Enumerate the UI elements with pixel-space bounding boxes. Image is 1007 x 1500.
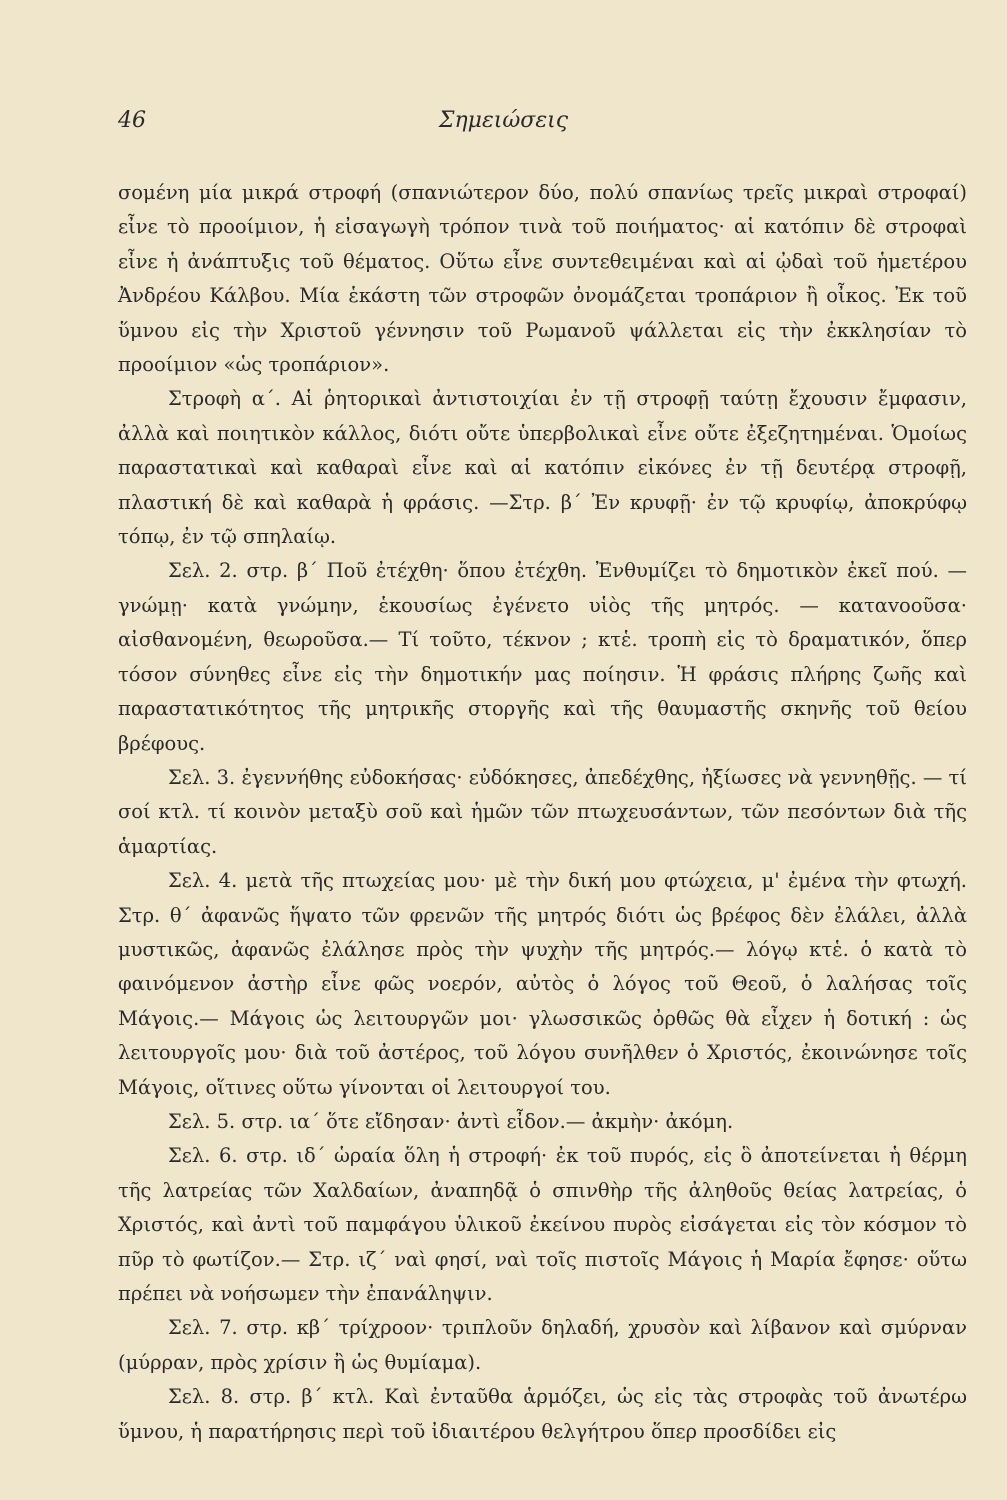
paragraph: Σελ. 2. στρ. β΄ Ποῦ ἐτέχθη· ὅπου ἐτέχθη. Ἐνθυμίζει τὸ δημοτικὸν ἐκεῖ πού. — γνώμῃ· κατὰ γνώμην, ἑκουσίως ἐγένετο υἱὸς τῆς μητρός. — καταvooῦσα· αἰσθανομένη, θεωροῦσα.— Τί τοῦτο, τέκνον ; κτἑ. τροπὴ εἰς τὸ δραματικόν, ὅπερ τόσον σύνηθες εἶνε εἰς τὴν δημοτικήν μας ποίησιν. Ἡ φράσις πλήρης ζωῆς καὶ παραστατικότητος τῆς μητρικῆς στοργῆς καὶ τῆς θαυμαστῆς σκηνῆς τοῦ θείου βρέφους.: [118, 559, 967, 755]
body-text: [118, 176, 967, 1449]
paragraph-continuation: σομένη μία μικρά στροφή (σπανιώτερον δύο, πολύ σπανίως τρεῖς μικραὶ στροφαί) εἶνε τὸ προοίμιον, ἡ εἰσαγωγὴ τρόπον τινὰ τοῦ ποιήματος· αἱ κατόπιν δὲ στροφαὶ εἶνε ἡ ἀνάπτυξις τοῦ θέματος. Οὕτω εἶνε συντεθειμέναι καὶ αἱ ᾠδαὶ τοῦ ἡμετέρου Ἀνδρέου Κάλβου. Μία ἑκάστη τῶν στροφῶν ὀνομάζεται τροπάριον ἢ οἶκος. Ἐκ τοῦ ὕμνου εἰς τὴν Χριστοῦ γέννησιν τοῦ Ρωμανοῦ ψάλλεται εἰς τὴν ἐκκλησίαν τὸ προοίμιον «ὡς τροπάριον».: [118, 181, 967, 377]
paragraph: Σελ. 3. ἐγεννήθης εὐδοκήσας· εὐδόκησες, ἀπεδέχθης, ἠξίωσες νὰ γεννηθῇς. — τί σοί κτλ. τί κοινὸν μεταξὺ σοῦ καὶ ἡμῶν τῶν πτωχευσάντων, τῶν πεσόντων διὰ τῆς ἁμαρτίας.: [118, 765, 967, 858]
page-header: [118, 108, 889, 144]
paragraph: Σελ. 8. στρ. β΄ κτλ. Καὶ ἐνταῦθα ἁρμόζει, ὡς εἰς τὰς στροφὰς τοῦ ἀνωτέρω ὕμνου, ἡ παρατήρησις περὶ τοῦ ἰδιαιτέρου θελγήτρου ὅπερ προσδίδει εἰς: [118, 1385, 967, 1443]
paragraph: Σελ. 6. στρ. ιδ΄ ὡραία ὅλη ἡ στροφή· ἐκ τοῦ πυρός, εἰς ὃ ἀποτείνεται ἡ θέρμη τῆς λατρείας τῶν Χαλδαίων, ἀναπηδᾷ ὁ σπινθὴρ τῆς ἀληθοῦς θείας λατρείας, ὁ Χριστός, καὶ ἀντὶ τοῦ παμφάγου ὑλικοῦ ἐκείνου πυρὸς εἰσάγεται εἰς τὸν κόσμον τὸ πῦρ τὸ φωτίζον.— Στρ. ιζ΄ ναὶ φησί, ναὶ τοῖς πιστοῖς Μάγοις ἡ Μαρία ἔφησε· οὕτω πρέπει νὰ νοήσωμεν τὴν ἐπανάληψιν.: [118, 1144, 967, 1305]
paragraph: Σελ. 7. στρ. κβ΄ τρίχροον· τριπλοῦν δηλαδή, χρυσὸν καὶ λίβανον καὶ σμύρναν (μύρραν, πρὸς χρίσιν ἢ ὡς θυμίαμα).: [118, 1316, 967, 1374]
paragraph: Στροφὴ α΄. Αἱ ῥητορικαὶ ἀντιστοιχίαι ἐν τῇ στροφῇ ταύτῃ ἔχουσιν ἔμφασιν, ἀλλὰ καὶ ποιητικὸν κάλλος, διότι οὔτε ὑπερβολικαὶ εἶνε οὔτε ἐξεζητημέναι. Ὁμοίως παραστατικαὶ καὶ καθαραὶ εἶνε καὶ αἱ κατόπιν εἰκόνες ἐν τῇ δευτέρᾳ στροφῇ, πλαστική δὲ καὶ καθαρὰ ἡ φράσις. —Στρ. β΄ Ἐν κρυφῇ· ἐν τῷ κρυφίῳ, ἀποκρύφῳ τόπῳ, ἐν τῷ σπηλαίῳ.: [118, 387, 967, 549]
paragraph: Σελ. 4. μετὰ τῆς πτωχείας μου· μὲ τὴν δική μου φτώχεια, μ' ἐμένα τὴν φτωχή. Στρ. θ΄ ἀφανῶς ἥψατο τῶν φρενῶν τῆς μητρός διότι ὡς βρέφος δὲν ἐλάλει, ἀλλὰ μυστικῶς, ἀφανῶς ἐλάλησε πρὸς τὴν ψυχὴν τῆς μητρός.— λόγῳ κτἑ. ὁ κατὰ τὸ φαινόμενον ἀστὴρ εἶνε φῶς νοερόν, αὐτὸς ὁ λόγος τοῦ Θεοῦ, ὁ λαλήσας τοῖς Μάγοις.— Μάγοις ὡς λειτουργῶν μοι· γλωσσικῶς ὀρθῶς θὰ εἶχεν ἡ δοτική : ὡς λειτουργοῖς μου· διὰ τοῦ ἀστέρος, τοῦ λόγου συνῆλθεν ὁ Χριστός, ἐκοινώνησε τοῖς Μάγοις, οἵτινες οὕτω γίνονται οἱ λειτουργοί του.: [118, 869, 967, 1099]
page-number: 46: [118, 108, 146, 133]
paragraph: Σελ. 5. στρ. ια΄ ὅτε εἴδησαν· ἀντὶ εἶδον.— ἀκμὴν· ἀκόμη.: [168, 1109, 734, 1133]
running-title: Σημειώσεις: [438, 108, 569, 133]
